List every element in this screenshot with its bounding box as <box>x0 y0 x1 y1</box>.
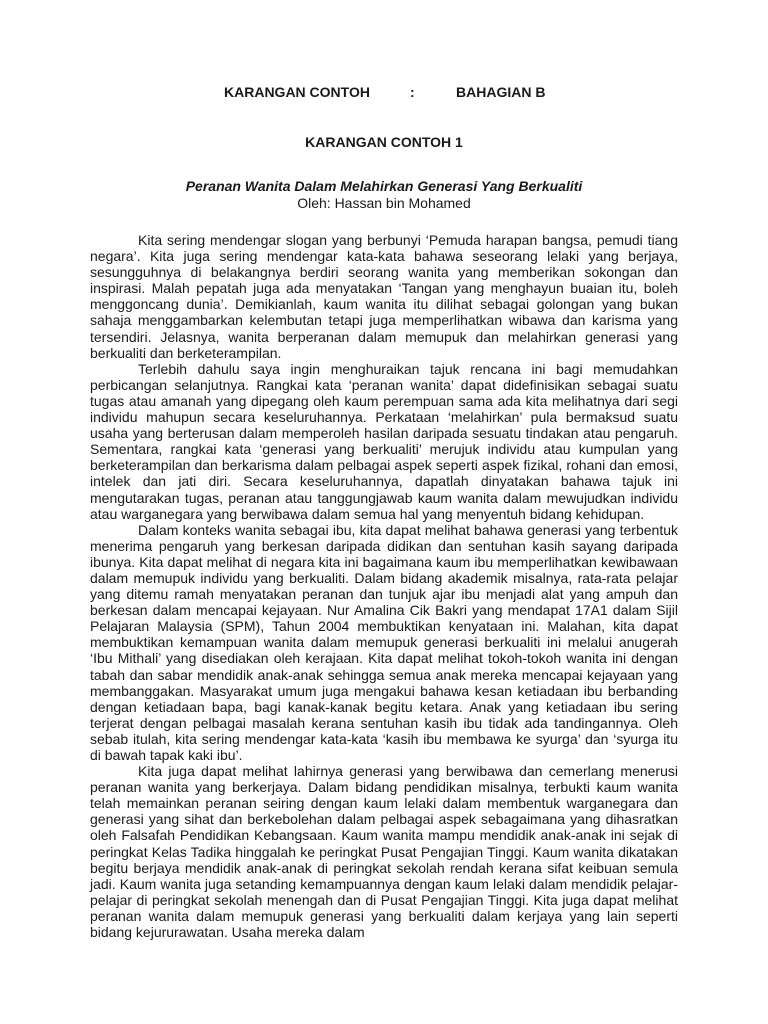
paragraph-3: Dalam konteks wanita sebagai ibu, kita dapat melihat bahawa generasi yang terbentuk menerima pengaruh yang berkesan daripada didikan dan sentuhan kasih sayang daripada ibunya. Kita dapat melihat di negara kita ini bagaimana kaum ibu memperlihatkan kewibawaan dalam memupuk individu yang berkualiti. Dalam bidang akademik misalnya, rata-rata pelajar yang ditemu ramah menyatakan peranan dan tunjuk ajar ibu menjadi alat yang ampuh dan berkesan dalam mencapai kejayaan. Nur Amalina Cik Bakri yang mendapat 17A1 dalam Sijil Pelajaran Malaysia (SPM), Tahun 2004 membuktikan kenyataan ini. Malahan, kita dapat membuktikan kemampuan wanita dalam memupuk generasi berkualiti ini melalui anugerah ‘Ibu Mithali’ yang disediakan oleh kerajaan. Kita dapat melihat tokoh-tokoh wanita ini dengan tabah dan sabar mendidik anak-anak sehingga semua anak mereka mencapai kejayaan yang membanggakan. Masyarakat umum juga mengakui bahawa kesan ketiadaan ibu berbanding dengan ketiadaan bapa, bagi kanak-kanak begitu ketara. Anak yang ketiadaan ibu sering terjerat dengan pelbagai masalah kerana sentuhan kasih ibu tidak ada tandingannya. Oleh sebab itulah, kita sering mendengar kata-kata ‘kasih ibu membawa ke syurga’ dan ‘syurga itu di bawah tapak kaki ibu’. <box>90 521 678 763</box>
essay-title: Peranan Wanita Dalam Melahirkan Generasi Yang Berkualiti <box>185 178 583 194</box>
essay-author: Oleh: Hassan bin Mohamed <box>297 195 471 211</box>
essay-body <box>90 232 678 940</box>
header-label: KARANGAN CONTOH <box>224 84 370 100</box>
document-header <box>0 84 768 104</box>
essay-number-heading: KARANGAN CONTOH 1 <box>305 134 463 150</box>
paragraph-4: Kita juga dapat melihat lahirnya generasi yang berwibawa dan cemerlang menerusi peranan wanita yang berkerjaya. Dalam bidang pendidikan misalnya, terbukti kaum wanita telah memainkan peranan seiring dengan kaum lelaki dalam membentuk warganegara dan generasi yang sihat dan berkebolehan dalam pelbagai aspek sebagaimana yang dihasratkan oleh Falsafah Pendidikan Kebangsaan. Kaum wanita mampu mendidik anak-anak ini sejak di peringkat Kelas Tadika hinggalah ke peringkat Pusat Pengajian Tinggi. Kaum wanita dikatakan begitu berjaya mendidik anak-anak di peringkat sekolah rendah kerana sifat keibuan semula jadi. Kaum wanita juga setanding kemampuannya dengan kaum lelaki dalam mendidik pelajar-pelajar di peringkat sekolah menengah dan di Pusat Pengajian Tinggi. Kita juga dapat melihat peranan wanita dalam memupuk generasi yang berkualiti dalam kerjaya yang lain seperti bidang kejururawatan. Usaha mereka dalam <box>90 763 678 941</box>
header-separator: : <box>410 84 415 100</box>
paragraph-2: Terlebih dahulu saya ingin menghuraikan tajuk rencana ini bagi memudahkan perbicangan selanjutnya. Rangkai kata ‘peranan wanita’ dapat didefinisikan sebagai suatu tugas atau amanah yang dipegang oleh kaum perempuan sama ada kita melihatnya dari segi individu mahupun secara keseluruhannya. Perkataan ‘melahirkan’ pula bermaksud suatu usaha yang berterusan dalam memperoleh hasilan daripada sesuatu tindakan atau pengaruh. Sementara, rangkai kata ‘generasi yang berkualiti’ merujuk individu atau kumpulan yang berketerampilan dan berkarisma dalam pelbagai aspek seperti aspek fizikal, rohani dan emosi, intelek dan jati diri. Secara keseluruhannya, dapatlah dinyatakan bahawa tajuk ini mengutarakan tugas, peranan atau tanggungjawab kaum wanita dalam mewujudkan individu atau warganegara yang berwibawa dalam semua hal yang menyentuh bidang kehidupan. <box>90 360 678 522</box>
header-section: BAHAGIAN B <box>456 84 546 100</box>
paragraph-1: Kita sering mendengar slogan yang berbunyi ‘Pemuda harapan bangsa, pemudi tiang negara’. Kita juga sering mendengar kata-kata bahawa seseorang lelaki yang berjaya, sesungguhnya di belakangnya berdiri seorang wanita yang memberikan sokongan dan inspirasi. Malah pepatah juga ada menyatakan ‘Tangan yang menghayun buaian itu, boleh menggoncang dunia’. Demikianlah, kaum wanita itu dilihat sebagai golongan yang bukan sahaja menggambarkan kelembutan tetapi juga memperlihatkan wibawa dan karisma yang tersendiri. Jelasnya, wanita berperanan dalam memupuk dan melahirkan generasi yang berkualiti dan berketerampilan. <box>90 232 678 361</box>
